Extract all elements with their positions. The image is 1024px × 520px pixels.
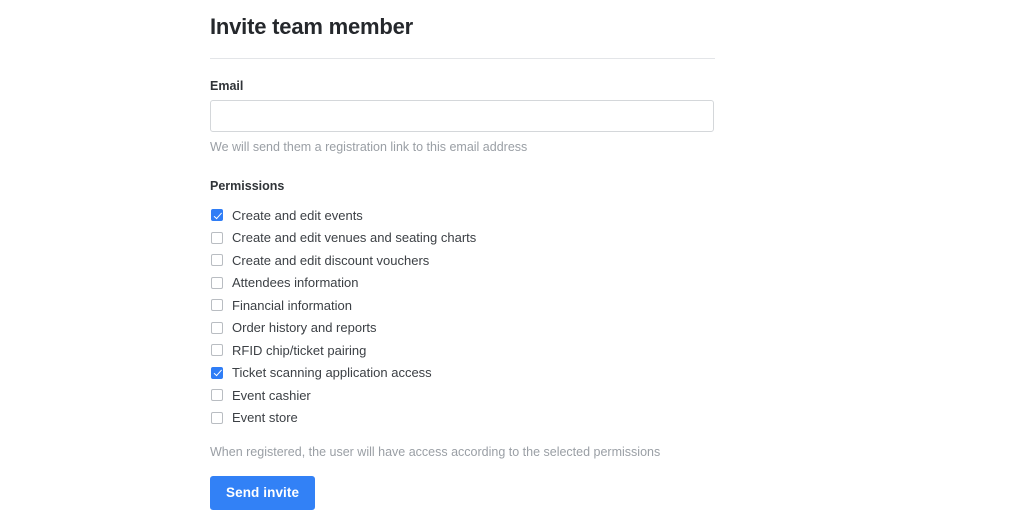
- permission-label: Attendees information: [232, 275, 359, 291]
- permission-label: Create and edit events: [232, 207, 363, 223]
- permissions-note: When registered, the user will have access according to the selected permissions: [210, 445, 661, 459]
- invite-team-member-form: [210, 0, 715, 510]
- permission-item[interactable]: [210, 294, 715, 317]
- permission-label: Event store: [232, 410, 298, 426]
- permission-item[interactable]: [210, 227, 715, 250]
- permission-item[interactable]: [210, 272, 715, 295]
- permission-checkbox[interactable]: [211, 367, 223, 379]
- permission-label: RFID chip/ticket pairing: [232, 342, 367, 358]
- permissions-list: [210, 204, 715, 429]
- permission-item[interactable]: [210, 362, 715, 385]
- email-field-label: Email: [210, 79, 244, 93]
- permission-item[interactable]: [210, 317, 715, 340]
- permission-label: Ticket scanning application access: [232, 365, 432, 381]
- permission-label: Create and edit discount vouchers: [232, 252, 430, 268]
- permission-item[interactable]: [210, 407, 715, 430]
- permission-checkbox[interactable]: [211, 389, 223, 401]
- permission-label: Create and edit venues and seating charts: [232, 230, 477, 246]
- page-title: Invite team member: [210, 0, 715, 59]
- permission-item[interactable]: [210, 339, 715, 362]
- permission-checkbox[interactable]: [211, 277, 223, 289]
- permission-item[interactable]: [210, 249, 715, 272]
- permission-checkbox[interactable]: [211, 344, 223, 356]
- permission-label: Financial information: [232, 297, 352, 313]
- send-invite-button[interactable]: Send invite: [210, 476, 315, 510]
- email-help-text: We will send them a registration link to this email address: [210, 140, 528, 154]
- permission-label: Order history and reports: [232, 320, 377, 336]
- permission-item[interactable]: [210, 204, 715, 227]
- permission-checkbox[interactable]: [211, 299, 223, 311]
- permissions-label: Permissions: [210, 179, 285, 193]
- permission-item[interactable]: [210, 384, 715, 407]
- permission-checkbox[interactable]: [211, 322, 223, 334]
- permission-checkbox[interactable]: [211, 254, 223, 266]
- permission-checkbox[interactable]: [211, 412, 223, 424]
- permission-checkbox[interactable]: [211, 209, 223, 221]
- email-input[interactable]: [210, 100, 714, 132]
- permission-checkbox[interactable]: [211, 232, 223, 244]
- permission-label: Event cashier: [232, 387, 311, 403]
